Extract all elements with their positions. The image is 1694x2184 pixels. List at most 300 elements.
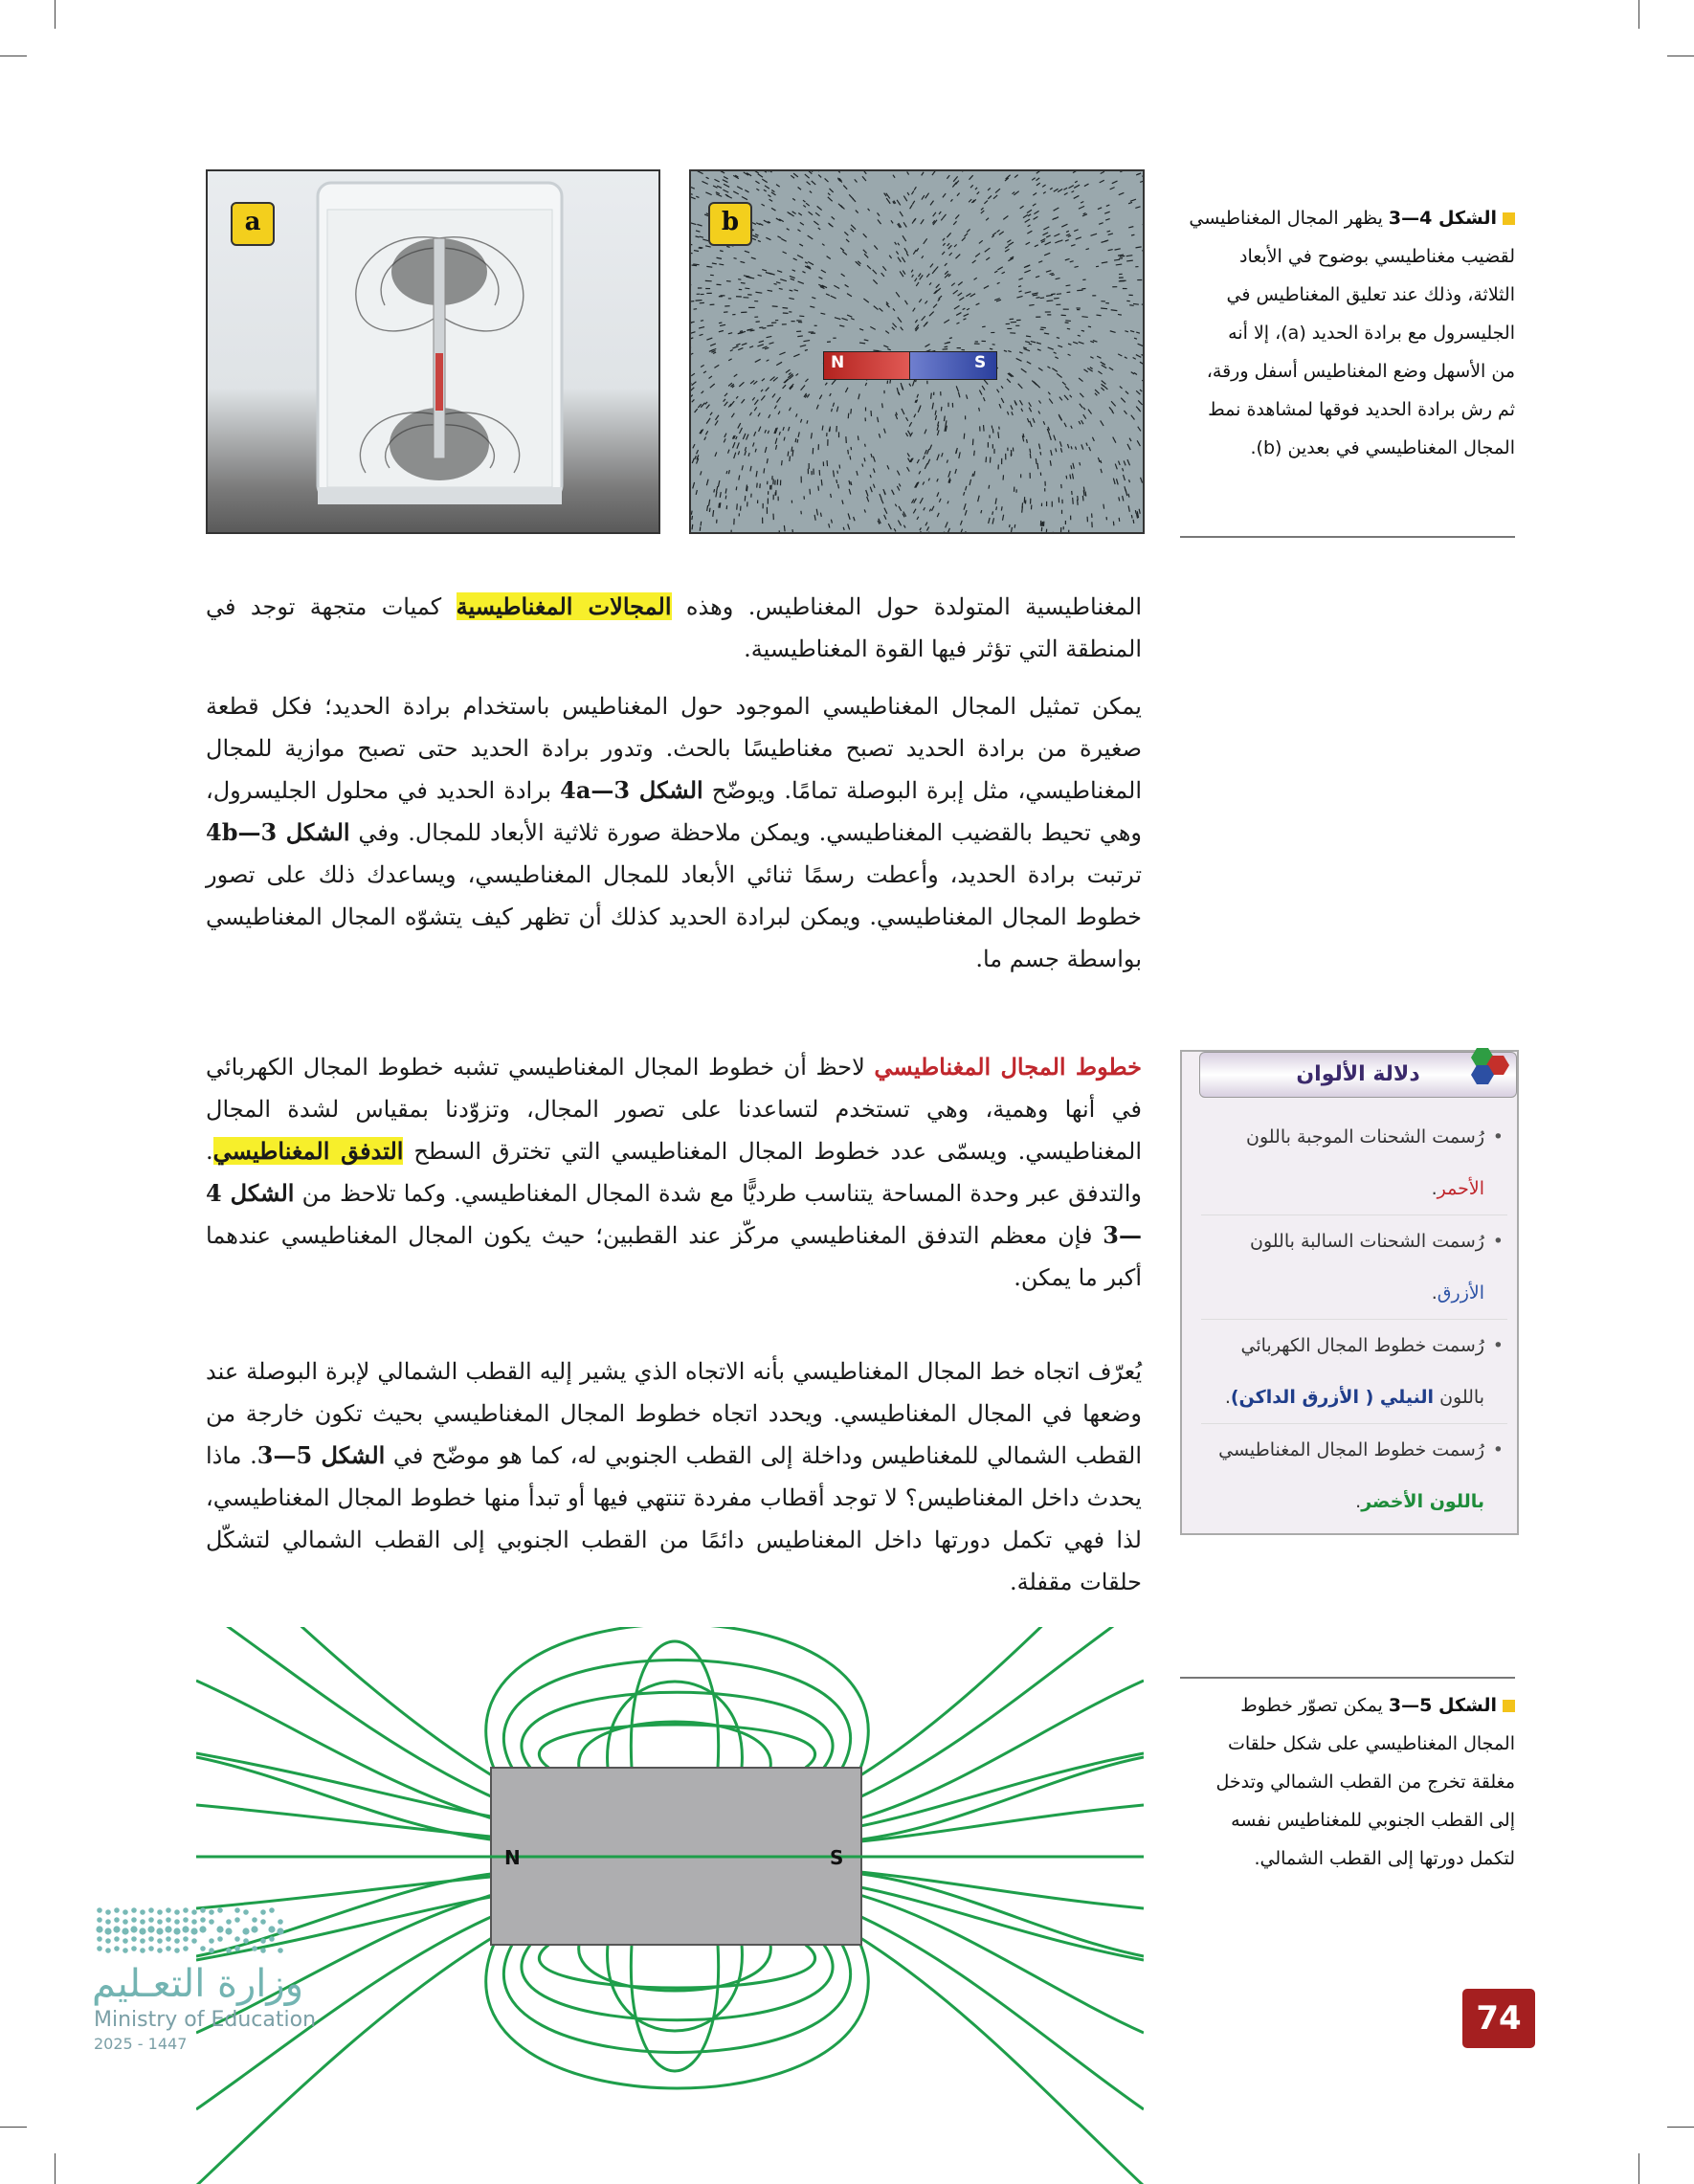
iron-filing [906, 417, 908, 421]
iron-filing [1110, 331, 1116, 333]
magnetic-field-line [503, 1945, 850, 2053]
iron-filing [832, 409, 833, 412]
iron-filing [752, 397, 755, 400]
logo-dot [123, 1948, 128, 1953]
iron-filing [893, 175, 895, 178]
iron-filing [874, 306, 879, 310]
iron-filing [1033, 418, 1035, 423]
text-run: فإن معظم التدفق المغناطيسي مركّز عند القطبين؛ حيث يكون المجال المغناطيسي عندهما أكبر ما يمكن. [206, 1222, 1142, 1291]
iron-filing [903, 271, 905, 275]
iron-filing [720, 171, 724, 173]
iron-filing [1043, 227, 1049, 230]
iron-filing [1082, 496, 1083, 501]
legend-end: . [1224, 1387, 1231, 1408]
iron-filing [805, 349, 808, 350]
iron-filing [753, 381, 757, 384]
iron-filing [800, 419, 801, 423]
legend-item-electric-field [1201, 1320, 1507, 1424]
iron-filing [734, 258, 737, 259]
iron-filing [1138, 400, 1142, 405]
iron-filing [1102, 262, 1107, 263]
iron-filing [797, 439, 798, 442]
iron-filing [1142, 175, 1143, 176]
paragraph-field-lines [206, 1046, 1142, 1299]
iron-filing [706, 177, 709, 178]
iron-filing [1026, 242, 1030, 244]
iron-filing [1083, 490, 1084, 496]
iron-filing [937, 430, 939, 435]
iron-filing [1046, 295, 1053, 296]
iron-filing [847, 294, 852, 297]
iron-filing [1126, 260, 1133, 261]
iron-filing [902, 386, 903, 390]
iron-filing [776, 282, 780, 283]
iron-filing [783, 252, 787, 254]
iron-filing [1079, 342, 1084, 344]
iron-filing [829, 524, 830, 527]
magnetic-field-line [861, 1627, 1144, 1796]
iron-filing [716, 194, 722, 197]
iron-filing [725, 488, 726, 493]
iron-filing [1129, 438, 1131, 441]
iron-filing [984, 286, 989, 289]
iron-filing [803, 205, 806, 207]
ministry-name-ar: وزارة التعـليم [92, 1962, 304, 2006]
iron-filing [814, 515, 815, 521]
iron-filing [750, 330, 755, 331]
iron-filing [1103, 385, 1107, 389]
iron-filing [1003, 215, 1008, 219]
iron-filing [700, 334, 703, 335]
iron-filing [907, 171, 909, 174]
iron-filing [754, 407, 757, 411]
iron-filing [955, 214, 959, 218]
iron-filing [1034, 211, 1038, 213]
text-run: لاحظ أن خطوط المجال المغناطيسي تشبه خطوط المجال الكهربائي في أنها وهمية، وهي تستخدم لتساعدنا على تصور المجال، وتزوّدنا بمقياس لشدة المجال المغناطيسي. ويسمّى عدد خطوط المجال المغناطيسي التي تخترق السطح [206, 1054, 1142, 1165]
iron-filing [707, 505, 708, 511]
iron-filing [719, 264, 724, 265]
iron-filing [1037, 349, 1041, 350]
iron-filing [1073, 498, 1074, 504]
logo-dot [97, 1936, 102, 1942]
iron-filing [795, 438, 796, 442]
iron-filing [763, 328, 767, 329]
iron-filing [1105, 219, 1109, 221]
iron-filing [691, 388, 694, 391]
iron-filing [948, 471, 950, 478]
iron-filing [758, 240, 761, 241]
iron-filing [1054, 352, 1057, 353]
iron-filing [992, 511, 993, 514]
iron-filing [700, 236, 703, 237]
iron-filing [1071, 446, 1072, 449]
iron-filing [984, 201, 988, 204]
iron-filing [1054, 189, 1059, 191]
logo-dot [157, 1909, 163, 1915]
iron-filing [970, 294, 975, 297]
iron-filing [762, 378, 765, 381]
iron-filing [831, 494, 832, 498]
iron-filing [1048, 347, 1054, 349]
iron-filing [1036, 343, 1041, 344]
iron-filing [1062, 382, 1066, 385]
iron-filing [895, 504, 896, 507]
iron-filing [724, 402, 728, 406]
iron-filing [736, 436, 737, 439]
figure-4a-photo [206, 169, 660, 534]
logo-dot [105, 1948, 111, 1953]
iron-filing [1012, 412, 1013, 415]
iron-filing [847, 315, 852, 317]
caption-line: لقضيب مغناطيسي بوضوح في الأبعاد [1239, 246, 1515, 267]
iron-filing [1012, 527, 1013, 532]
iron-filing [841, 318, 847, 320]
logo-dot [156, 1928, 163, 1934]
iron-filing [919, 273, 922, 277]
iron-filing [912, 380, 914, 386]
iron-filing [720, 324, 725, 325]
iron-filing [1001, 506, 1002, 510]
iron-filing [943, 193, 946, 197]
magnetic-field-line [539, 1945, 814, 1988]
iron-filing [793, 173, 798, 177]
iron-filing [698, 171, 703, 174]
iron-filing [1024, 270, 1030, 273]
iron-filing [758, 275, 762, 276]
logo-dot [113, 1926, 120, 1932]
color-hexagons-icon [1463, 1044, 1511, 1088]
iron-filing [1140, 390, 1142, 391]
iron-filing [1037, 463, 1038, 469]
iron-filing [937, 425, 939, 431]
iron-filing [802, 272, 805, 273]
iron-filing [970, 175, 973, 180]
iron-filing [818, 486, 819, 491]
iron-filing [1036, 178, 1039, 181]
iron-filing [776, 397, 780, 403]
iron-filing [974, 451, 975, 457]
iron-filing [1008, 351, 1011, 352]
iron-filing [740, 261, 745, 262]
iron-filing [750, 380, 754, 384]
iron-filing [1014, 191, 1018, 195]
iron-filing [794, 290, 798, 291]
iron-filing [984, 425, 985, 432]
iron-filing [724, 399, 725, 402]
iron-filing [1086, 443, 1087, 446]
iron-filing [955, 469, 956, 474]
iron-filing [790, 290, 793, 291]
iron-filing [771, 208, 775, 211]
iron-filing [1040, 327, 1045, 328]
iron-filing [1098, 457, 1100, 462]
iron-filing [1055, 357, 1058, 359]
iron-filing [798, 187, 801, 189]
iron-filing [1046, 271, 1051, 273]
iron-filing [1068, 344, 1071, 345]
logo-dot [131, 1907, 137, 1913]
iron-filing [769, 343, 773, 344]
iron-filing [897, 486, 900, 491]
iron-filing [870, 326, 875, 329]
iron-filing [1038, 400, 1040, 403]
iron-filing [699, 327, 704, 329]
logo-dot [174, 1948, 180, 1953]
iron-filing [994, 271, 997, 273]
caption-line: ثم رش برادة الحديد فوقها لمشاهدة نمط [1208, 399, 1515, 420]
iron-filing [917, 394, 918, 398]
iron-filing [691, 395, 693, 397]
iron-filing [1059, 441, 1061, 446]
iron-filing [911, 270, 913, 273]
caption-line: يظهر المجال المغناطيسي [1189, 208, 1383, 229]
text-run: . والتدفق عبر وحدة المساحة يتناسب طرديًّا مع شدة المجال المغناطيسي. وكما تلاحظ من [206, 1138, 1142, 1207]
iron-filing [796, 413, 797, 416]
iron-filing [947, 501, 948, 503]
iron-filing [929, 312, 934, 317]
iron-filing [759, 327, 763, 328]
iron-filing [755, 171, 759, 173]
iron-filing [1035, 245, 1038, 247]
iron-filing [997, 230, 1000, 232]
magnetic-field-line [503, 1660, 850, 1769]
magnetic-field-line [861, 1896, 1144, 2034]
logo-dot [131, 1946, 137, 1951]
iron-filing [870, 475, 871, 478]
iron-filing [912, 275, 914, 278]
iron-filing [810, 306, 814, 307]
iron-filing [745, 190, 748, 192]
iron-filing [734, 374, 738, 377]
iron-filing [751, 257, 756, 259]
iron-filing [738, 451, 739, 455]
iron-filing [945, 271, 948, 275]
iron-filing [1071, 465, 1072, 469]
iron-filing [1081, 444, 1083, 449]
iron-filing [780, 279, 787, 281]
iron-filing [1130, 331, 1134, 332]
iron-filing [848, 524, 850, 529]
iron-filing [796, 373, 799, 375]
logo-dot [97, 1917, 102, 1923]
iron-filing [906, 253, 908, 256]
iron-filing [873, 279, 877, 283]
iron-filing [699, 248, 702, 249]
iron-filing [1021, 409, 1023, 412]
iron-filing [694, 251, 699, 252]
iron-filing [726, 195, 732, 198]
logo-dot [199, 1926, 206, 1932]
iron-filing [1057, 338, 1059, 339]
iron-filing [914, 218, 916, 221]
iron-filing [1013, 192, 1015, 194]
iron-filing [851, 481, 852, 485]
iron-filing [1032, 178, 1036, 181]
logo-dot [174, 1919, 180, 1925]
iron-filing [786, 369, 791, 372]
ministry-logo-dots-icon [92, 1903, 293, 1960]
iron-filing [848, 450, 849, 455]
iron-filing [1055, 217, 1059, 219]
iron-filing [791, 175, 794, 178]
iron-filing [691, 187, 695, 189]
iron-filing [1050, 273, 1054, 274]
iron-filing [936, 284, 940, 288]
iron-filing [925, 430, 926, 435]
iron-filing [944, 320, 949, 323]
iron-filing [806, 203, 810, 206]
iron-filing [999, 232, 1004, 234]
iron-filing [791, 279, 794, 280]
caption-line: المجال المغناطيسي في بعدين (b). [1250, 437, 1515, 458]
iron-filing [925, 193, 929, 199]
iron-filing [834, 285, 839, 288]
iron-filing [1141, 354, 1143, 357]
logo-dot [148, 1946, 154, 1951]
iron-filing [819, 395, 821, 400]
iron-filing [1083, 369, 1087, 372]
iron-filing [922, 195, 925, 199]
iron-filing [1128, 227, 1133, 228]
iron-filing [864, 171, 866, 174]
iron-filing [836, 407, 837, 412]
logo-dot [173, 1928, 180, 1934]
iron-filing [1080, 462, 1081, 465]
iron-filing [893, 308, 895, 310]
iron-filing [1036, 171, 1041, 173]
iron-filing [775, 445, 776, 450]
iron-filing [989, 485, 990, 489]
iron-filing [871, 454, 872, 457]
iron-filing [1138, 344, 1143, 346]
iron-filing [966, 293, 970, 296]
logo-dot [114, 1946, 120, 1951]
iron-filing [912, 201, 914, 205]
iron-filing [929, 282, 931, 284]
iron-filing [882, 266, 886, 270]
iron-filing [1031, 342, 1036, 343]
iron-filing [896, 251, 898, 254]
iron-filing [909, 422, 912, 426]
page-number: 74 [1462, 1989, 1535, 2048]
iron-filing [962, 237, 966, 241]
iron-filing [738, 332, 744, 333]
iron-filing [1036, 183, 1040, 186]
iron-filing [975, 188, 977, 189]
iron-filing [1140, 362, 1143, 364]
iron-filing [1038, 368, 1042, 370]
iron-filing [925, 523, 927, 526]
logo-dot [174, 1938, 180, 1944]
iron-filing [946, 522, 948, 527]
iron-filing [712, 263, 717, 264]
iron-filing [913, 308, 915, 312]
iron-filing [914, 414, 916, 418]
iron-filing [755, 234, 758, 236]
iron-filing [724, 184, 729, 187]
iron-filing [741, 282, 746, 283]
logo-dot [234, 1936, 240, 1942]
iron-filing [710, 412, 712, 415]
iron-filing [990, 348, 992, 349]
iron-filing [965, 510, 967, 515]
legend-text: رُسمت خطوط المجال الكهربائي باللون [1240, 1335, 1484, 1408]
iron-filing [789, 298, 793, 299]
iron-filing [777, 236, 781, 238]
iron-filing [998, 432, 999, 438]
iron-filing [897, 200, 901, 206]
iron-filing [1136, 355, 1141, 358]
iron-filing [951, 283, 955, 286]
iron-filing [1106, 205, 1110, 206]
iron-filing [925, 344, 930, 346]
iron-filing [958, 293, 962, 296]
iron-filing [761, 395, 765, 400]
iron-filing [919, 471, 921, 474]
iron-filing [907, 467, 910, 472]
iron-filing [901, 327, 903, 331]
iron-filing [956, 386, 958, 391]
legend-color-word: الأزرق [1437, 1282, 1484, 1304]
iron-filing [792, 212, 796, 214]
iron-filing [799, 244, 803, 246]
iron-filing [713, 186, 718, 188]
iron-filing [714, 179, 719, 182]
iron-filing [717, 257, 722, 258]
magnetic-field-line [196, 1627, 491, 1796]
legend-text: رُسمت الشحنات الموجبة باللون [1245, 1126, 1484, 1148]
iron-filing [881, 273, 884, 277]
iron-filing [1038, 261, 1042, 263]
iron-filing [883, 345, 888, 347]
iron-filing [863, 299, 868, 302]
iron-filing [825, 178, 829, 182]
iron-filing [814, 221, 818, 225]
iron-filing [851, 225, 856, 230]
figure-ref: الشكل 4b—3 [206, 818, 350, 846]
magnetic-field-line [196, 1681, 491, 1818]
caption-line: الجليسرول مع برادة الحديد (a)، إلا أنه [1228, 323, 1515, 344]
iron-filing [970, 479, 971, 485]
iron-filing [792, 450, 793, 457]
iron-filing [907, 453, 909, 457]
iron-filing [999, 427, 1000, 430]
iron-filing [758, 174, 763, 177]
iron-filing [947, 528, 949, 532]
iron-filing [954, 244, 957, 247]
legend-item-negative [1201, 1215, 1507, 1320]
iron-filing [985, 248, 991, 252]
iron-filing [1065, 321, 1071, 322]
iron-filing [771, 192, 776, 195]
iron-filing [849, 480, 850, 485]
iron-filing [701, 365, 704, 367]
iron-filing [942, 252, 945, 255]
iron-filing [1024, 348, 1030, 350]
logo-dot [277, 1928, 283, 1934]
iron-filing [917, 459, 919, 463]
iron-filing [922, 172, 924, 176]
iron-filing [850, 456, 851, 459]
logo-dot [225, 1928, 232, 1934]
iron-filing [1119, 258, 1123, 259]
iron-filing [834, 470, 835, 477]
iron-filing [752, 223, 756, 225]
logo-dot [104, 1928, 111, 1934]
iron-filing [934, 266, 938, 271]
iron-filing [1119, 497, 1120, 501]
iron-filing [1083, 414, 1086, 419]
